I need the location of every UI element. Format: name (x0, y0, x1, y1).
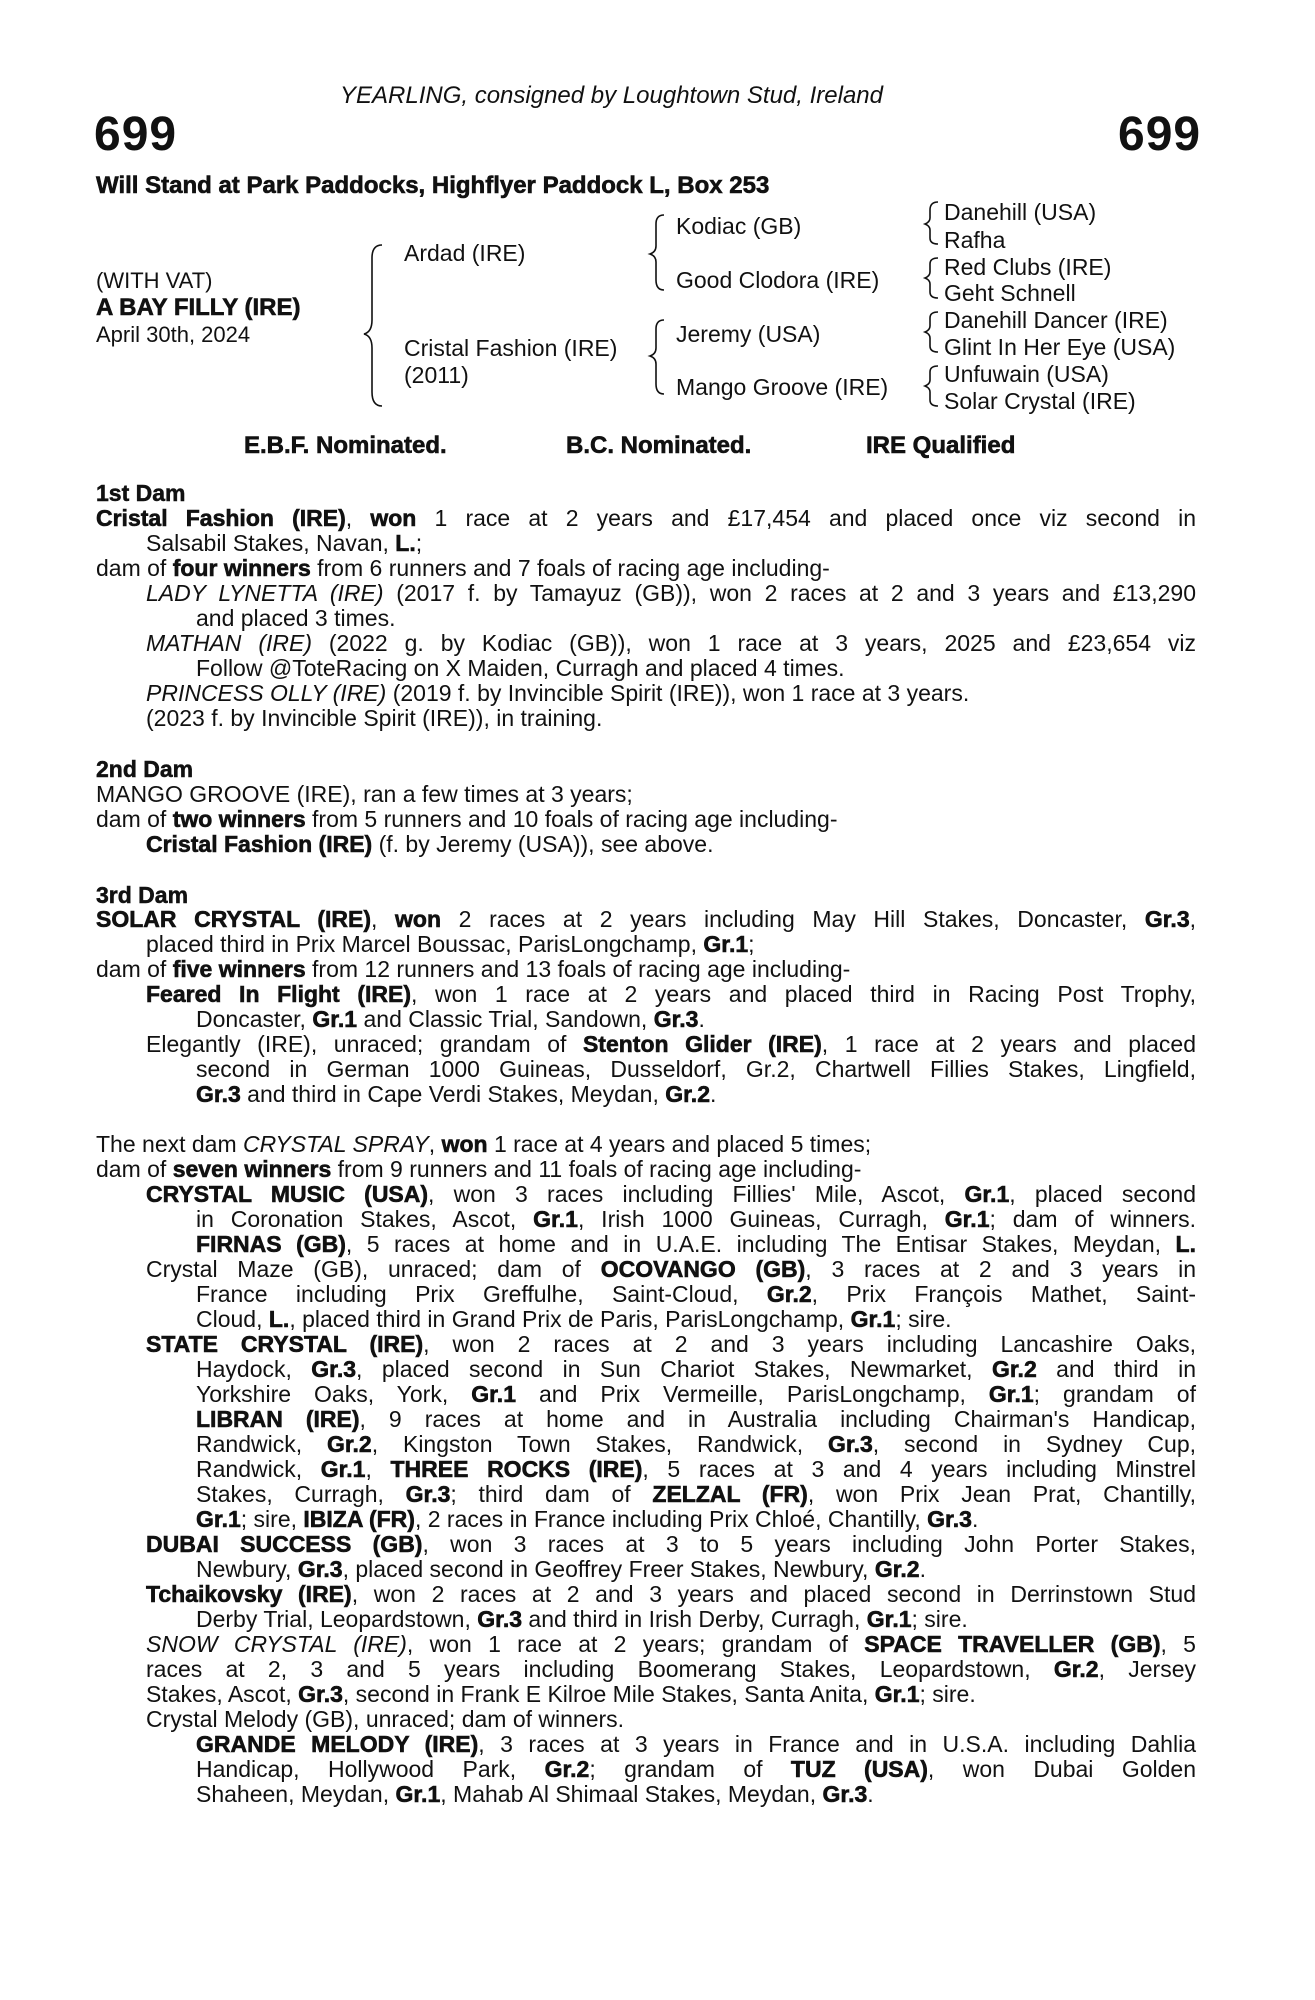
pedigree-braces (0, 0, 1315, 430)
next-dam-produce-line: France including Prix Greffulhe, Saint-Cloud, Gr.2, Prix François Mathet, Saint- (196, 1281, 1197, 1307)
third-dam-line-5: Doncaster, Gr.1 and Classic Trial, Sandown, Gr.3. (196, 1006, 705, 1032)
next-dam-produce-line: GRANDE MELODY (IRE), 3 races at 3 years in France and in U.S.A. including Dahlia (196, 1731, 1196, 1757)
pedigree-dam-dam: Mango Groove (IRE) (676, 374, 889, 400)
third-dam-line-7: second in German 1000 Guineas, Dusseldorf, Gr.2, Chartwell Fillies Stakes, Lingfield, (196, 1056, 1196, 1082)
next-dam-produce-line: Gr.1; sire, IBIZA (FR), 2 races in France including Prix Chloé, Chantilly, Gr.3. (196, 1506, 979, 1532)
next-dam-line-2: dam of seven winners from 9 runners and 11 foals of racing age including- (96, 1156, 862, 1182)
pedigree-dss: Danehill Dancer (IRE) (944, 307, 1168, 333)
second-dam-line-1: MANGO GROOVE (IRE), ran a few times at 3 years; (96, 781, 633, 807)
pedigree-sss: Danehill (USA) (944, 199, 1097, 225)
next-dam-produce-line: Cloud, L., placed third in Grand Prix de Paris, ParisLongchamp, Gr.1; sire. (196, 1306, 952, 1332)
horse-name: A BAY FILLY (IRE) (96, 294, 301, 321)
third-dam-line-1: SOLAR CRYSTAL (IRE), won 2 races at 2 years including May Hill Stakes, Doncaster, Gr.3, (96, 906, 1197, 932)
vat-note: (WITH VAT) (96, 268, 213, 293)
first-dam-line-9: (2023 f. by Invincible Spirit (IRE)), in training. (146, 705, 603, 731)
second-dam-line-2: dam of two winners from 5 runners and 10 foals of racing age including- (96, 806, 838, 832)
horse-dob: April 30th, 2024 (96, 322, 251, 347)
bc-nominated: B.C. Nominated. (566, 432, 752, 459)
first-dam-line-6: MATHAN (IRE) (2022 g. by Kodiac (GB)), won 1 race at 3 years, 2025 and £23,654 viz (146, 630, 1197, 656)
second-dam-heading: 2nd Dam (96, 756, 194, 782)
next-dam-produce-line: LIBRAN (IRE), 9 races at home and in Australia including Chairman's Handicap, (196, 1406, 1196, 1432)
first-dam-line-7: Follow @ToteRacing on X Maiden, Curragh and placed 4 times. (196, 655, 845, 681)
next-dam-produce-line: FIRNAS (GB), 5 races at home and in U.A.E. including The Entisar Stakes, Meydan, L. (196, 1231, 1196, 1257)
third-dam-line-8: Gr.3 and third in Cape Verdi Stakes, Meydan, Gr.2. (196, 1081, 717, 1107)
next-dam-produce-line: STATE CRYSTAL (IRE), won 2 races at 2 and 3 years including Lancashire Oaks, (146, 1331, 1196, 1357)
next-dam-produce-line: Yorkshire Oaks, York, Gr.1 and Prix Vermeille, ParisLongchamp, Gr.1; grandam of (196, 1381, 1196, 1407)
next-dam-produce-line: Handicap, Hollywood Park, Gr.2; grandam of TUZ (USA), won Dubai Golden (196, 1756, 1196, 1782)
pedigree-sire: Ardad (IRE) (404, 240, 526, 266)
first-dam-heading: 1st Dam (96, 480, 186, 506)
next-dam-produce-line: Randwick, Gr.1, THREE ROCKS (IRE), 5 races at 3 and 4 years including Minstrel (196, 1456, 1197, 1482)
next-dam-produce-line: Randwick, Gr.2, Kingston Town Stakes, Randwick, Gr.3, second in Sydney Cup, (196, 1431, 1197, 1457)
next-dam-produce-line: Crystal Melody (GB), unraced; dam of winners. (146, 1706, 625, 1732)
ire-qualified: IRE Qualified (866, 432, 1016, 459)
pedigree-sire-dam: Good Clodora (IRE) (676, 267, 880, 293)
first-dam-line-2: Salsabil Stakes, Navan, L.; (146, 530, 423, 556)
third-dam-line-6: Elegantly (IRE), unraced; grandam of Stenton Glider (IRE), 1 race at 2 years and placed (146, 1031, 1196, 1057)
ebf-nominated: E.B.F. Nominated. (244, 432, 447, 459)
next-dam-line-1: The next dam CRYSTAL SPRAY, won 1 race at 4 years and placed 5 times; (96, 1131, 872, 1157)
pedigree-sdd: Geht Schnell (944, 280, 1076, 306)
pedigree-ssd: Rafha (944, 227, 1006, 253)
next-dam-produce-line: in Coronation Stakes, Ascot, Gr.1, Irish 1000 Guineas, Curragh, Gr.1; dam of winners. (196, 1206, 1197, 1232)
first-dam-line-1: Cristal Fashion (IRE), won 1 race at 2 years and £17,454 and placed once viz second in (96, 505, 1196, 531)
next-dam-produce-line: Shaheen, Meydan, Gr.1, Mahab Al Shimaal Stakes, Meydan, Gr.3. (196, 1781, 874, 1807)
next-dam-produce-line: Newbury, Gr.3, placed second in Geoffrey Freer Stakes, Newbury, Gr.2. (196, 1556, 926, 1582)
third-dam-line-2: placed third in Prix Marcel Boussac, ParisLongchamp, Gr.1; (146, 931, 755, 957)
pedigree-dam-year: (2011) (404, 362, 469, 388)
pedigree-dsd: Glint In Her Eye (USA) (944, 334, 1176, 360)
first-dam-line-3: dam of four winners from 6 runners and 7 foals of racing age including- (96, 555, 830, 581)
next-dam-produce-line: DUBAI SUCCESS (GB), won 3 races at 3 to 5 years including John Porter Stakes, (146, 1531, 1196, 1557)
next-dam-produce-line: CRYSTAL MUSIC (USA), won 3 races including Fillies' Mile, Ascot, Gr.1, placed second (146, 1181, 1196, 1207)
next-dam-produce-line: Stakes, Curragh, Gr.3; third dam of ZELZAL (FR), won Prix Jean Prat, Chantilly, (196, 1481, 1196, 1507)
next-dam-produce-line: Crystal Maze (GB), unraced; dam of OCOVANGO (GB), 3 races at 2 and 3 years in (146, 1256, 1197, 1282)
pedigree-dds: Unfuwain (USA) (944, 361, 1109, 387)
third-dam-line-3: dam of five winners from 12 runners and 13 foals of racing age including- (96, 956, 851, 982)
first-dam-line-8: PRINCESS OLLY (IRE) (2019 f. by Invincible Spirit (IRE)), won 1 race at 3 years. (146, 680, 970, 706)
pedigree-sds: Red Clubs (IRE) (944, 254, 1112, 280)
second-dam-line-3: Cristal Fashion (IRE) (f. by Jeremy (USA)), see above. (146, 831, 714, 857)
next-dam-produce-line: races at 2, 3 and 5 years including Boomerang Stakes, Leopardstown, Gr.2, Jersey (146, 1656, 1196, 1682)
pedigree-ddd: Solar Crystal (IRE) (944, 388, 1136, 414)
first-dam-line-5: and placed 3 times. (196, 605, 396, 631)
lot-number-left: 699 (94, 108, 178, 161)
stable-location: Will Stand at Park Paddocks, Highflyer Paddock L, Box 253 (96, 172, 770, 199)
next-dam-produce-line: Haydock, Gr.3, placed second in Sun Chariot Stakes, Newmarket, Gr.2 and third in (196, 1356, 1196, 1382)
lot-number-right: 699 (1118, 108, 1202, 161)
first-dam-line-4: LADY LYNETTA (IRE) (2017 f. by Tamayuz (GB)), won 2 races at 2 and 3 years and £13,290 (146, 580, 1196, 606)
pedigree-dam: Cristal Fashion (IRE) (404, 335, 618, 361)
next-dam-produce-line: Stakes, Ascot, Gr.3, second in Frank E Kilroe Mile Stakes, Santa Anita, Gr.1; sire. (146, 1681, 976, 1707)
sale-subtitle: YEARLING, consigned by Loughtown Stud, Ireland (340, 82, 883, 109)
pedigree-dam-sire: Jeremy (USA) (676, 321, 821, 347)
next-dam-produce-line: SNOW CRYSTAL (IRE), won 1 race at 2 years; grandam of SPACE TRAVELLER (GB), 5 (146, 1631, 1196, 1657)
pedigree-sire-sire: Kodiac (GB) (676, 213, 802, 239)
third-dam-line-4: Feared In Flight (IRE), won 1 race at 2 years and placed third in Racing Post Trophy, (146, 981, 1197, 1007)
next-dam-produce-line: Tchaikovsky (IRE), won 2 races at 2 and 3 years and placed second in Derrinstown Stud (146, 1581, 1196, 1607)
next-dam-produce-line: Derby Trial, Leopardstown, Gr.3 and third in Irish Derby, Curragh, Gr.1; sire. (196, 1606, 968, 1632)
third-dam-heading: 3rd Dam (96, 882, 189, 908)
